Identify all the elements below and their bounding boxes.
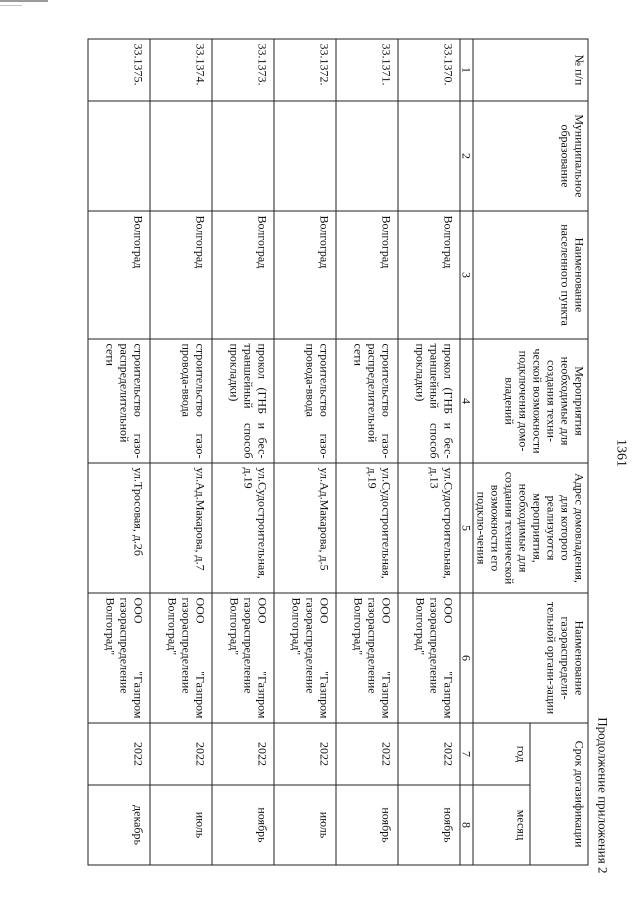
table-row xyxy=(150,39,212,865)
page-number: 1361 xyxy=(613,438,628,467)
row-municipality xyxy=(150,101,212,211)
continuation-caption: Продолжение приложения 2 xyxy=(595,716,610,873)
row-year: 2022 xyxy=(336,723,398,785)
column-number-row xyxy=(460,39,473,865)
row-number: 33.1375. xyxy=(88,39,150,101)
row-municipality xyxy=(212,101,274,211)
row-measures: строительство газо-распределительной сети xyxy=(88,339,150,463)
column-number: 4 xyxy=(460,339,473,463)
row-measures: строительство газо-провода-ввода xyxy=(150,339,212,463)
column-number: 8 xyxy=(460,785,473,865)
table-row xyxy=(274,39,336,865)
column-number: 5 xyxy=(460,463,473,593)
header-settlement: Наименование населенного пункта xyxy=(473,211,588,339)
header-measures: Мероприятия необходимые для создания техни-ческой возможности подключения домо-владений xyxy=(473,339,588,463)
row-address: ул.Тросовая, д.2б xyxy=(88,463,150,593)
header-organization: Наименование газораспредели-тельной органи-зации xyxy=(473,593,588,723)
row-month: ноябрь xyxy=(398,785,460,865)
row-settlement: Волгоград xyxy=(88,211,150,339)
row-address: ул.Ад.Макарова, д.7 xyxy=(150,463,212,593)
row-address: ул.Судостроительная, д.19 xyxy=(336,463,398,593)
row-address: ул.Ад.Макарова, д.5 xyxy=(274,463,336,593)
table-row xyxy=(212,39,274,865)
row-organization: ООО "Газпром газораспределение Волгоград" xyxy=(398,593,460,723)
row-number: 33.1371. xyxy=(336,39,398,101)
table-row xyxy=(88,39,150,865)
column-number: 1 xyxy=(460,39,473,101)
row-measures: прокол (ГНБ и бес-траншейный способ прокладки) xyxy=(398,339,460,463)
row-month: июль xyxy=(150,785,212,865)
row-organization: ООО "Газпром газораспределение Волгоград" xyxy=(88,593,150,723)
row-month: июль xyxy=(274,785,336,865)
row-organization: ООО "Газпром газораспределение Волгоград" xyxy=(274,593,336,723)
header-year: год xyxy=(473,723,531,785)
row-settlement: Волгоград xyxy=(398,211,460,339)
row-year: 2022 xyxy=(398,723,460,785)
row-number: 33.1374. xyxy=(150,39,212,101)
row-organization: ООО "Газпром газораспределение Волгоград" xyxy=(150,593,212,723)
row-month: ноябрь xyxy=(336,785,398,865)
row-number: 33.1372. xyxy=(274,39,336,101)
row-settlement: Волгоград xyxy=(274,211,336,339)
table-row xyxy=(336,39,398,865)
row-year: 2022 xyxy=(212,723,274,785)
row-month: декабрь xyxy=(88,785,150,865)
row-municipality xyxy=(274,101,336,211)
row-year: 2022 xyxy=(274,723,336,785)
column-number: 7 xyxy=(460,723,473,785)
row-month: ноябрь xyxy=(212,785,274,865)
column-number: 2 xyxy=(460,101,473,211)
row-number: 33.1370. xyxy=(398,39,460,101)
row-measures: прокол (ГНБ и бес-траншейный способ прокладки) xyxy=(212,339,274,463)
table-row xyxy=(398,39,460,865)
row-year: 2022 xyxy=(150,723,212,785)
row-measures: строительство газо-провода-ввода xyxy=(274,339,336,463)
row-settlement: Волгоград xyxy=(336,211,398,339)
row-organization: ООО "Газпром газораспределение Волгоград" xyxy=(212,593,274,723)
row-municipality xyxy=(88,101,150,211)
row-organization: ООО "Газпром газораспределение Волгоград" xyxy=(336,593,398,723)
header-month: месяц xyxy=(473,785,531,865)
header-address: Адрес домовладения, для которого реализуются мероприятия, необходимые для создания технической возможности его подклю-чения xyxy=(473,463,588,593)
row-settlement: Волгоград xyxy=(150,211,212,339)
column-number: 6 xyxy=(460,593,473,723)
header-municipality: Муниципальное образование xyxy=(473,101,588,211)
row-municipality xyxy=(398,101,460,211)
row-year: 2022 xyxy=(88,723,150,785)
row-municipality xyxy=(336,101,398,211)
column-number: 3 xyxy=(460,211,473,339)
row-address: ул.Судостроительная, д.13 xyxy=(398,463,460,593)
row-number: 33.1373. xyxy=(212,39,274,101)
row-measures: строительство газо-распределительной сети xyxy=(336,339,398,463)
gasification-table xyxy=(87,38,588,865)
row-address: ул.Судостроительная, д.19 xyxy=(212,463,274,593)
header-num: № п/п xyxy=(473,39,588,101)
row-settlement: Волгоград xyxy=(212,211,274,339)
header-deadline: Срок догазификации xyxy=(530,723,588,865)
